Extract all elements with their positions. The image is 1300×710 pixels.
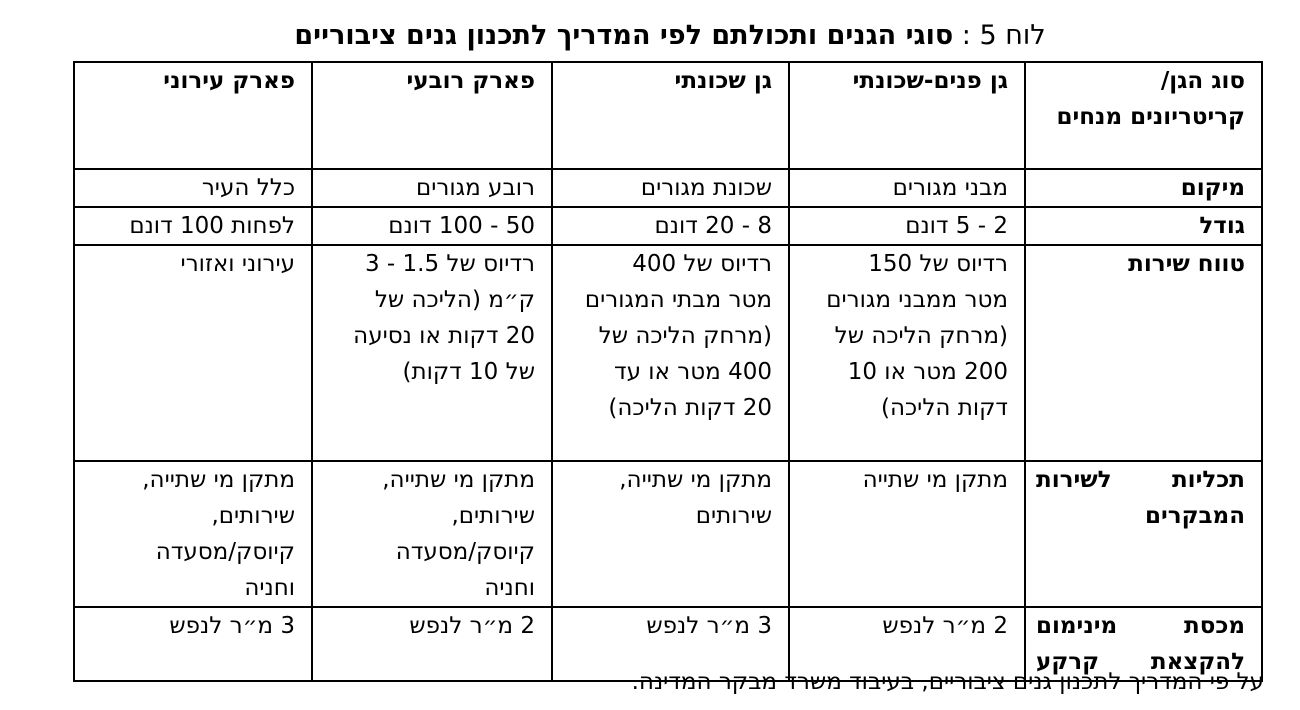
table-cell: מבני מגורים — [789, 169, 1025, 207]
table-cell: רדיוס של 150 מטר ממבני מגורים (מרחק הליכה של 200 מטר או 10 דקות הליכה) — [789, 245, 1025, 461]
table-cell: 50 - 100 דונם — [312, 207, 552, 245]
parks-table — [73, 61, 1263, 682]
table-cell: רדיוס של 1.5 - 3 ק״מ (הליכה של 20 דקות או נסיעה של 10 דקות) — [312, 245, 552, 461]
table-cell: 8 - 20 דונם — [552, 207, 789, 245]
row-label: מכסת מינימום להקצאת קרקע — [1025, 607, 1262, 681]
table-cell: מתקן מי שתייה — [789, 461, 1025, 607]
table-cell: 2 מ״ר לנפש — [312, 607, 552, 681]
row-label: טווח שירות — [1025, 245, 1262, 461]
table-row-size — [74, 207, 1262, 245]
header-district-park: פארק רובעי — [312, 62, 552, 169]
table-cell: מתקן מי שתייה, שירותים, קיוסק/מסעדה וחניה — [74, 461, 312, 607]
table-cell: 2 - 5 דונם — [789, 207, 1025, 245]
table-row-service-range — [74, 245, 1262, 461]
table-cell: 2 מ״ר לנפש — [789, 607, 1025, 681]
row-label: מיקום — [1025, 169, 1262, 207]
header-city-park: פארק עירוני — [74, 62, 312, 169]
table-cell: רובע מגורים — [312, 169, 552, 207]
table-cell: רדיוס של 400 מטר מבתי המגורים (מרחק הליכה של 400 מטר או עד 20 דקות הליכה) — [552, 245, 789, 461]
table-header-row — [74, 62, 1262, 169]
table-cell: שכונת מגורים — [552, 169, 789, 207]
row-label: גודל — [1025, 207, 1262, 245]
table-cell: מתקן מי שתייה, שירותים, קיוסק/מסעדה וחניה — [312, 461, 552, 607]
source-footnote: על פי המדריך לתכנון גנים ציבוריים, בעיבוד משרד מבקר המדינה. — [631, 669, 1264, 695]
row-label: תכליות לשירות המבקרים — [1025, 461, 1262, 607]
table-cell: עירוני ואזורי — [74, 245, 312, 461]
table-cell: 3 מ״ר לנפש — [74, 607, 312, 681]
table-cell: לפחות 100 דונם — [74, 207, 312, 245]
table-number: לוח 5 : — [953, 20, 1046, 51]
header-neighborhood-garden: גן שכונתי — [552, 62, 789, 169]
table-cell: 3 מ״ר לנפש — [552, 607, 789, 681]
table-title — [0, 18, 1300, 54]
header-inner-neighborhood-garden: גן פנים-שכונתי — [789, 62, 1025, 169]
table-cell: מתקן מי שתייה, שירותים — [552, 461, 789, 607]
table-row-location — [74, 169, 1262, 207]
header-criteria: סוג הגן/ קריטריונים מנחים — [1025, 62, 1262, 169]
table-cell: כלל העיר — [74, 169, 312, 207]
table-row-visitor-facilities — [74, 461, 1262, 607]
table-caption: סוגי הגנים ותכולתם לפי המדריך לתכנון גנים ציבוריים — [294, 20, 954, 51]
